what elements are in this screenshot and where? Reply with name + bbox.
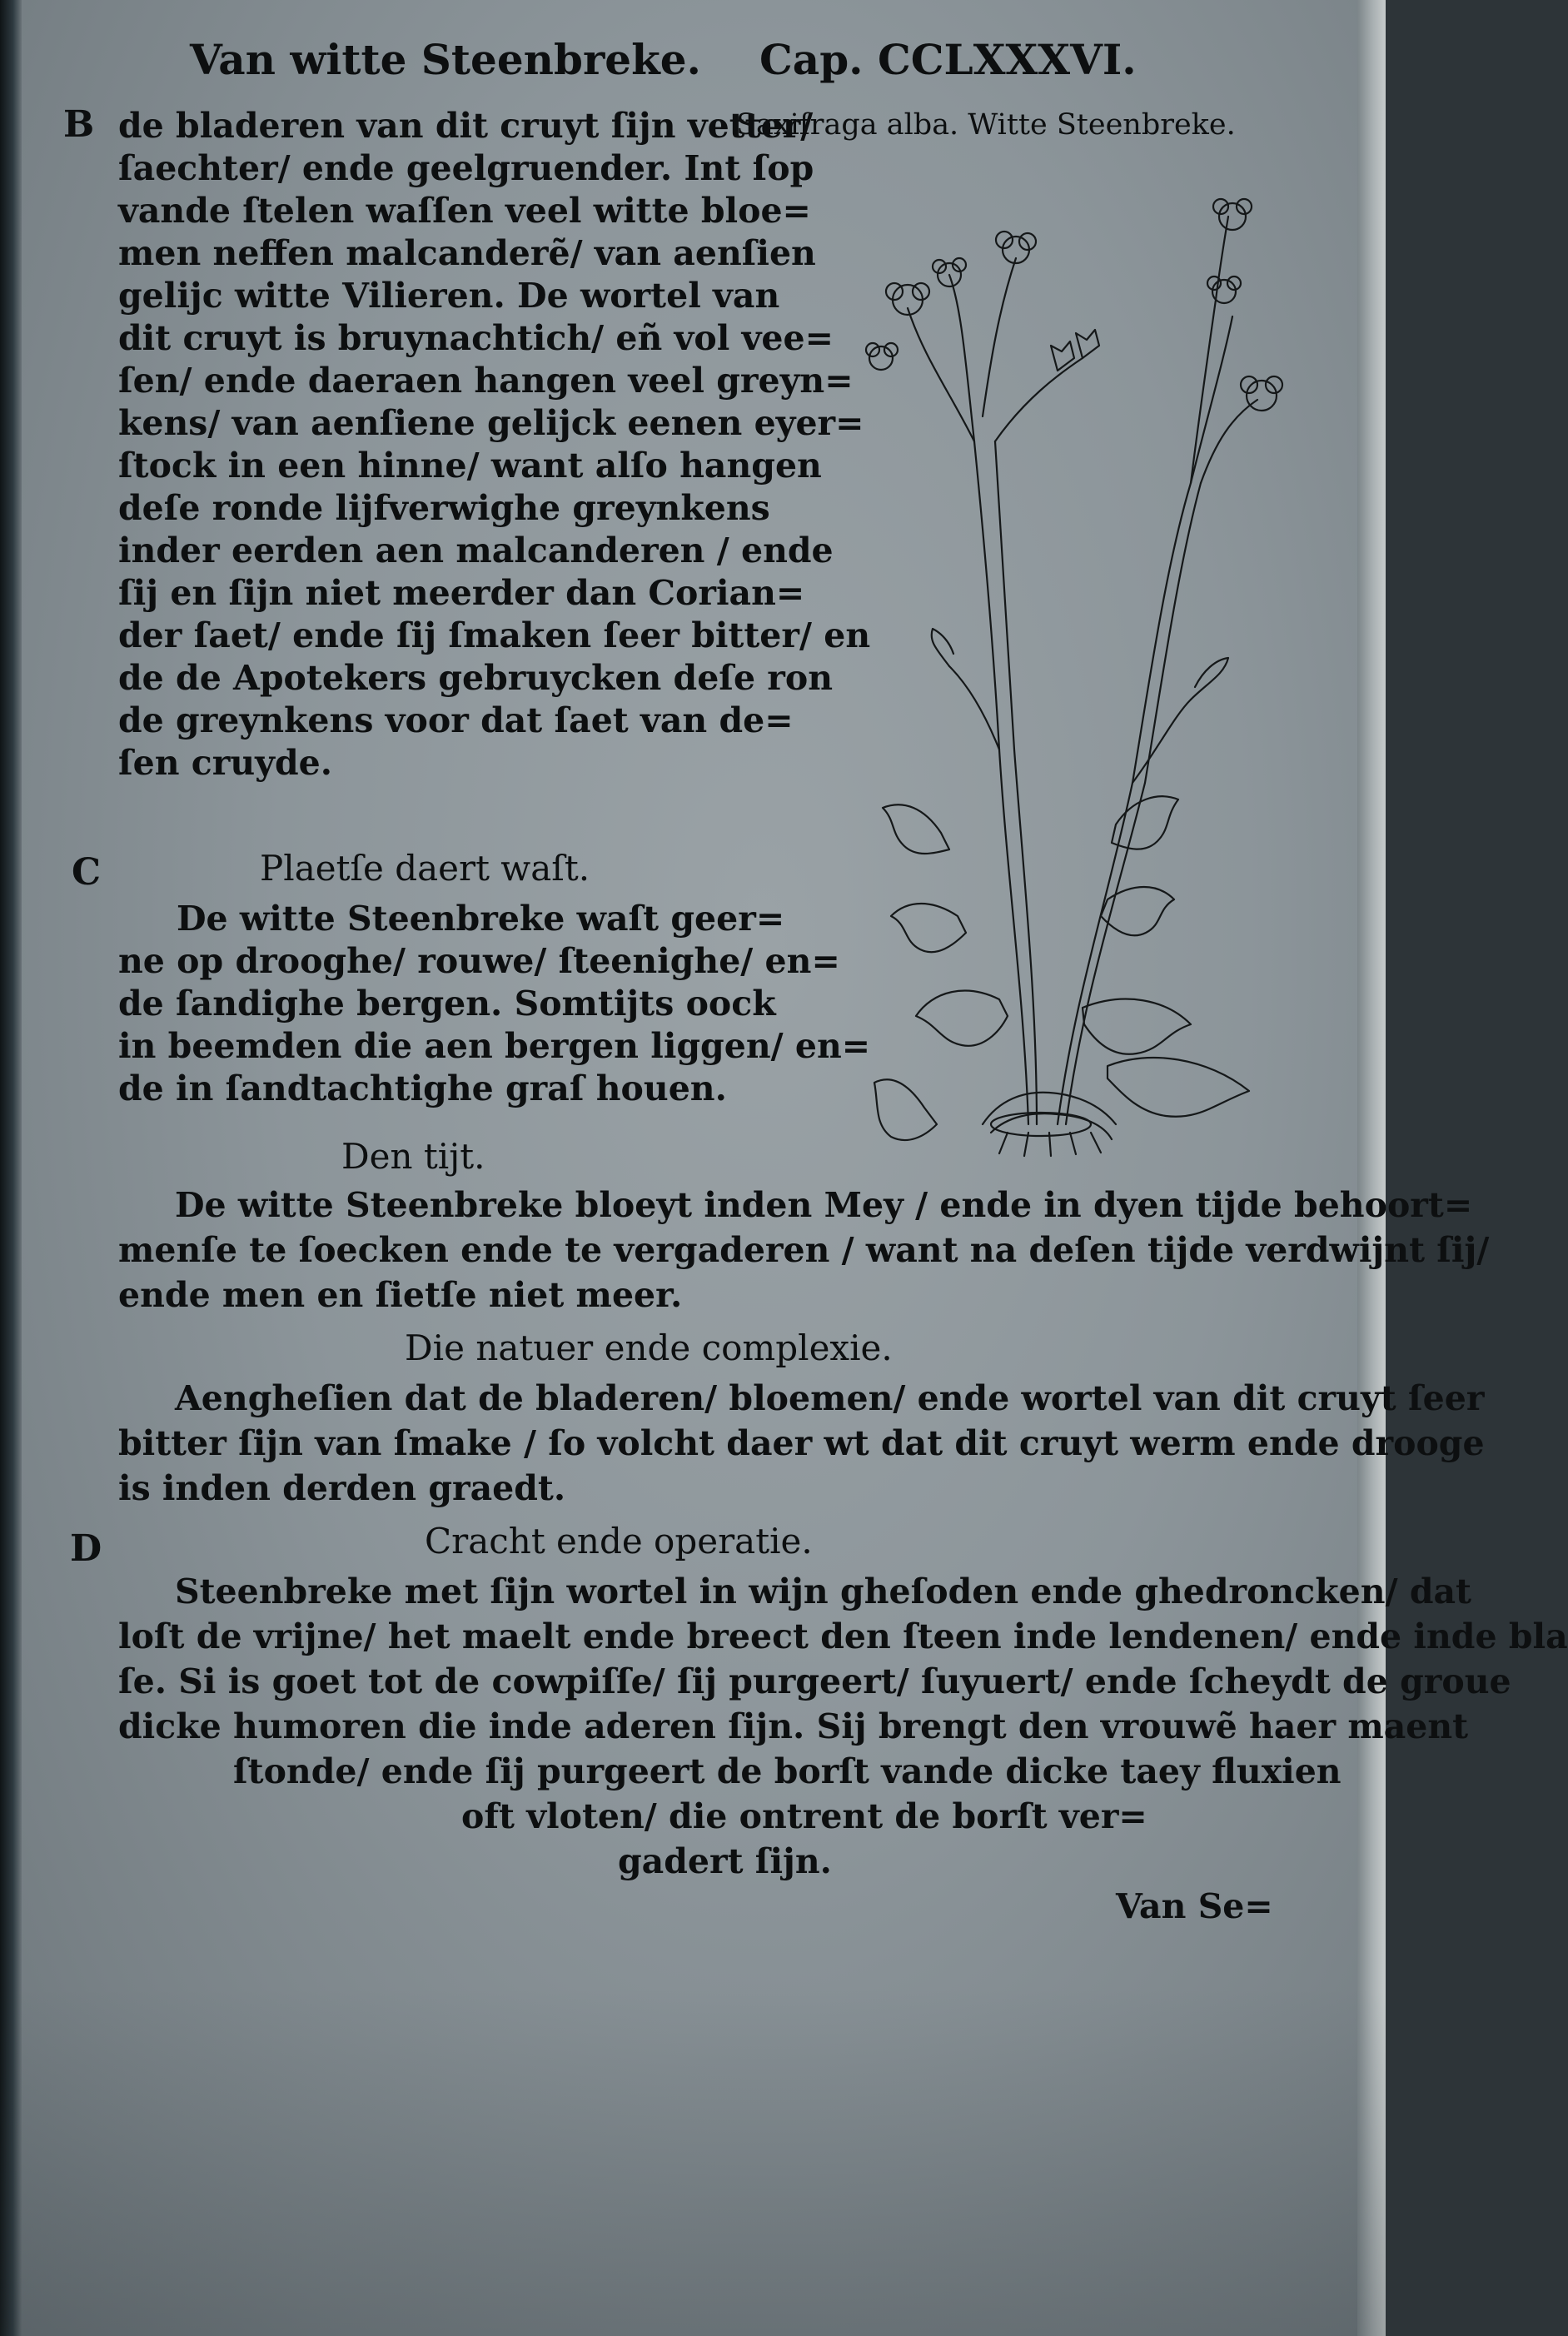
text-line: bitter ſijn van ſmake / ſo volcht daer wt dat dit cruyt werm ende drooge [118,1423,1485,1463]
plant-woodcut-illustration [858,167,1291,1158]
text-line: Aengheſien dat de bladeren/ bloemen/ ende wortel van dit cruyt ſeer [175,1378,1485,1418]
text-line: oft vloten/ die ontrent de borſt ver= [461,1796,1147,1836]
text-line: deſe ronde lijfverwighe greynkens [118,488,770,528]
text-line: kens/ van aenſiene gelijck eenen eyer= [118,403,864,443]
section-b-text [118,105,870,784]
text-line: gadert ſijn. [618,1841,832,1881]
text-line: menſe te ſoecken ende te vergaderen / want na deſen tijde verdwijnt ſij/ [118,1230,1490,1270]
text-line: ſij en ſijn niet meerder dan Corian= [118,573,805,613]
text-line: ſaechter/ ende geelgruender. Int ſop [118,148,814,188]
text-line: ſen cruyde. [118,743,333,783]
text-line: der ſaet/ ende ſij ſmaken ſeer bitter/ en [118,615,871,655]
section-heading-operation: Cracht ende operatie. [425,1521,813,1561]
section-heading-nature: Die natuer ende complexie. [405,1327,893,1368]
text-line: Steenbreke met ſijn wortel in wijn gheſoden ende ghedroncken/ dat [175,1571,1471,1611]
figure-caption: Saxifraga alba. Witte Steenbreke. [736,108,1236,142]
section-heading-time: Den tijt. [341,1136,485,1177]
text-line: de in ſandtachtighe graſ houen. [118,1068,727,1108]
text-line: de bladeren van dit cruyt ſijn vetter/ [118,106,814,146]
text-line: de ſandighe bergen. Somtijts oock [118,984,776,1024]
section-marker-d: D [70,1527,102,1570]
text-line: De witte Steenbreke waſt geer= [177,899,785,939]
section-heading-place: Plaetſe daert waſt. [260,848,590,889]
section-marker-c: C [72,851,102,894]
text-line: inder eerden aen malcanderen / ende [118,530,834,570]
text-line: de greynkens voor dat ſaet van de= [118,700,794,740]
text-line: ſtock in een hinne/ want alſo hangen [118,446,822,486]
section-nature-text [118,1376,1485,1511]
section-marker-b: B [63,103,95,146]
chapter-number: Cap. CCLXXXVI. [759,35,1137,84]
text-line: ſe. Si is goet tot de cowpiſſe/ ſij purgeert/ ſuyuert/ ende ſcheydt de groue [118,1661,1511,1701]
section-d-text [118,1569,1568,1884]
text-line: vande ſtelen waſſen veel witte bloe= [118,191,811,231]
catchword: Van Se= [1116,1886,1273,1926]
text-line: gelijc witte Vilieren. De wortel van [118,276,780,316]
text-line: men neffen malcanderẽ/ van aenſien [118,233,816,273]
section-time-text [118,1183,1489,1317]
text-line: ſen/ ende daeraen hangen veel greyn= [118,361,854,401]
text-line: dit cruyt is bruynachtich/ eñ vol vee= [118,318,834,358]
text-line: ſtonde/ ende ſij purgeert de borſt vande dicke taey fluxien [233,1751,1342,1791]
text-line: de de Apotekers gebruycken deſe ron [118,658,834,698]
text-line: dicke humoren die inde aderen ſijn. Sij brengt den vrouwẽ haer maent [118,1706,1469,1746]
text-line: ne op drooghe/ rouwe/ ſteenighe/ en= [118,941,840,981]
section-c-text [118,898,870,1110]
text-line: loſt de vrijne/ het maelt ende breect den ſteen inde lendenen/ ende inde bla [118,1616,1568,1656]
text-line: De witte Steenbreke bloeyt inden Mey / ende in dyen tijde behoort= [175,1185,1473,1225]
page-shading [0,1986,1386,2336]
running-title: Van witte Steenbreke. [190,35,701,84]
text-line: in beemden die aen bergen liggen/ en= [118,1026,871,1066]
text-line: is inden derden graedt. [118,1468,566,1508]
text-line: ende men en ſietſe niet meer. [118,1275,683,1315]
